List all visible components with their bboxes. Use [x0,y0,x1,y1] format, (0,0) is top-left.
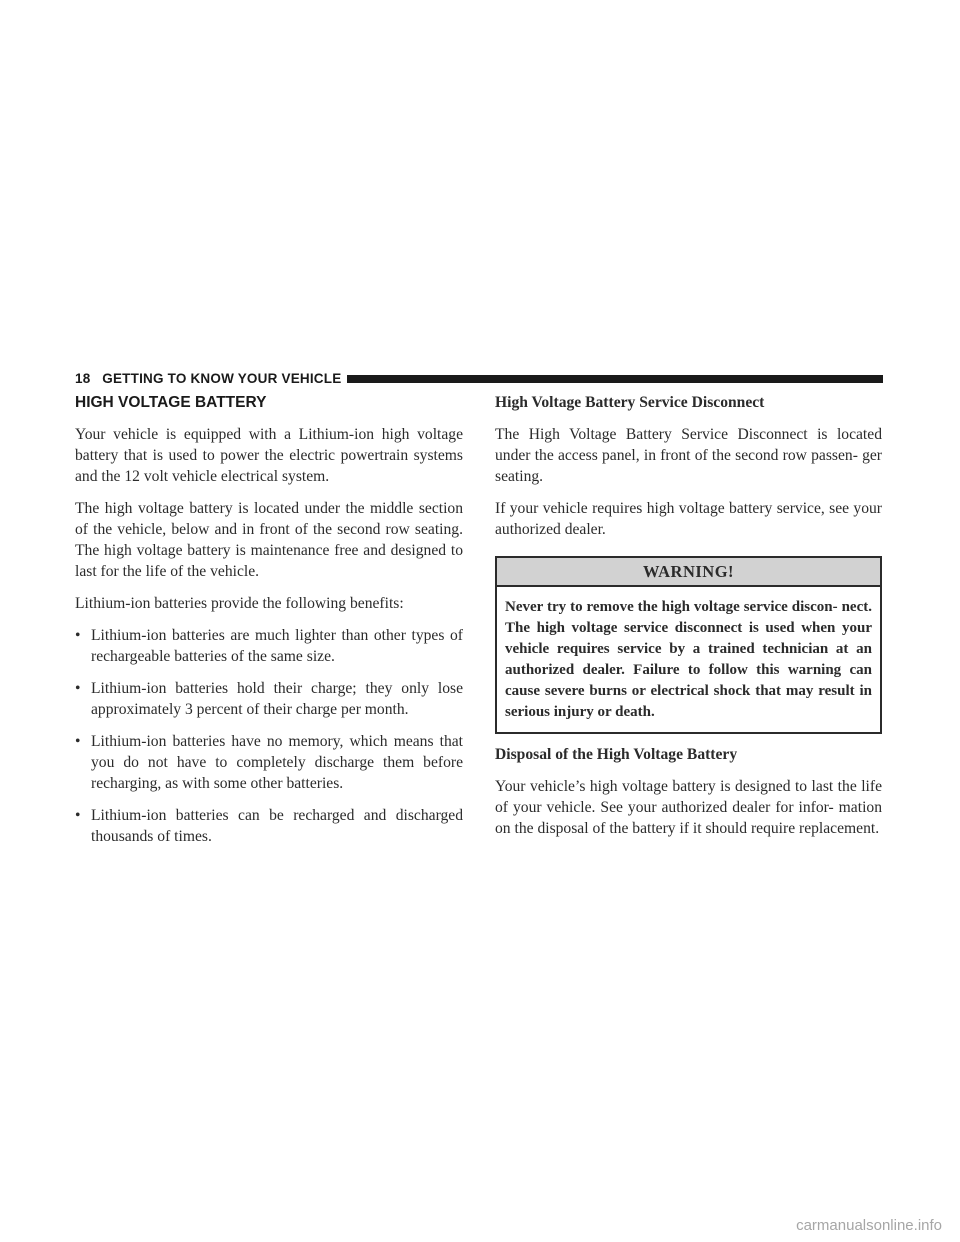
list-item-text: Lithium-ion batteries hold their charge; they only lose approximately 3 percent of their charge per month. [91,680,463,718]
bullet-icon: • [75,627,81,644]
location-paragraph: The high voltage battery is located under the middle section of the vehicle, below and in front of the second row seating. The high voltage battery is maintenance free and designed to last for the life of the vehicle. [75,500,463,580]
warning-box [495,556,882,734]
benefits-list [75,625,463,847]
bullet-icon: • [75,807,81,824]
page-header-text [75,371,341,386]
disposal-paragraph: Your vehicle’s high voltage battery is designed to last the life of your vehicle. See your authorized dealer for infor- mation on the disposal of the battery if it should require replacement. [495,778,882,837]
warning-heading: WARNING! [497,558,880,587]
benefits-intro: Lithium-ion batteries provide the following benefits: [75,595,404,612]
section-name: GETTING TO KNOW YOUR VEHICLE [102,370,342,386]
list-item-text: Lithium-ion batteries have no memory, which means that you do not have to completely discharge them before recharging, as with some other batteries. [91,733,463,792]
list-item [75,731,463,794]
warning-text: Never try to remove the high voltage service discon- nect. The high voltage service disconnect is used when your vehicle requires service by a trained technician at an authorized dealer. Failure to follow this warning can cause severe burns or electrical shock that may result in serious injury or death. [505,599,872,720]
service-dealer-note: If your vehicle requires high voltage battery service, see your authorized dealer. [495,500,882,538]
list-item [75,678,463,720]
left-column [75,392,463,847]
disposal-title: Disposal of the High Voltage Battery [495,746,738,763]
bullet-icon: • [75,733,81,750]
page-header [75,368,883,388]
list-item [75,805,463,847]
watermark: carmanualsonline.info [796,1217,942,1234]
page-number: 18 [75,370,91,386]
service-disconnect-title: High Voltage Battery Service Disconnect [495,394,765,411]
list-item-text: Lithium-ion batteries are much lighter than other types of rechargeable batteries of the same size. [91,627,463,665]
service-disconnect-location: The High Voltage Battery Service Disconnect is located under the access panel, in front of the second row passen- ger seating. [495,426,882,485]
list-item [75,625,463,667]
right-column [495,392,882,839]
list-item-text: Lithium-ion batteries can be recharged and discharged thousands of times. [91,807,463,845]
header-rule [347,375,883,383]
section-title: HIGH VOLTAGE BATTERY [75,394,267,411]
intro-paragraph: Your vehicle is equipped with a Lithium-ion high voltage battery that is used to power the electric powertrain systems and the 12 volt vehicle electrical system. [75,426,463,485]
bullet-icon: • [75,680,81,697]
